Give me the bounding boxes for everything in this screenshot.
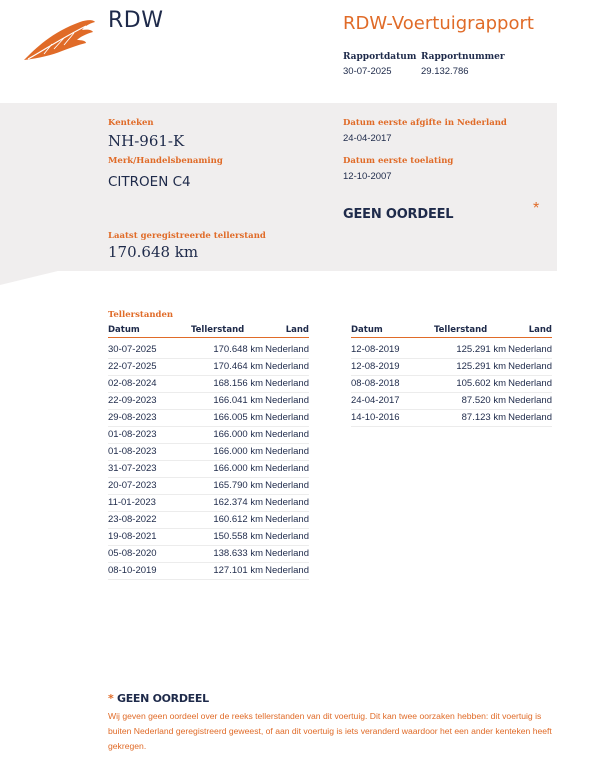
rdw-feather-logo-icon <box>22 18 96 62</box>
reading-date: 29-08-2023 <box>108 409 191 426</box>
verdict: GEEN OORDEEL <box>343 207 454 222</box>
reading-date: 23-08-2022 <box>108 511 191 528</box>
reading-value: 160.612 km <box>191 511 263 528</box>
table-row <box>351 392 552 409</box>
col-header-date: Datum <box>108 323 191 337</box>
reading-date: 02-08-2024 <box>108 375 191 392</box>
reading-date: 08-10-2019 <box>108 562 191 579</box>
reading-value: 168.156 km <box>191 375 263 392</box>
table-header-row <box>108 323 309 337</box>
reading-country: Nederland <box>506 358 552 375</box>
reading-country: Nederland <box>263 443 309 460</box>
reading-country: Nederland <box>263 392 309 409</box>
col-header-reading: Tellerstand <box>434 323 506 337</box>
plate-value: NH-961-K <box>108 132 185 150</box>
col-header-country: Land <box>263 323 309 337</box>
panel-tail-decoration <box>0 270 62 285</box>
reading-country: Nederland <box>263 477 309 494</box>
table-row <box>108 460 309 477</box>
footnote-title-text: GEEN OORDEEL <box>116 692 209 705</box>
plate-label: Kenteken <box>108 118 154 128</box>
reading-value: 165.790 km <box>191 477 263 494</box>
readings-table-right <box>351 323 552 427</box>
reading-value: 166.000 km <box>191 426 263 443</box>
table-row <box>108 375 309 392</box>
table-row <box>108 494 309 511</box>
reading-country: Nederland <box>506 392 552 409</box>
reading-country: Nederland <box>263 426 309 443</box>
reading-country: Nederland <box>506 337 552 358</box>
reading-country: Nederland <box>263 494 309 511</box>
reading-value: 138.633 km <box>191 545 263 562</box>
report-date-label: Rapportdatum <box>343 52 417 62</box>
table-row <box>108 337 309 358</box>
reading-value: 87.520 km <box>434 392 506 409</box>
reading-value: 166.005 km <box>191 409 263 426</box>
table-row <box>108 409 309 426</box>
reading-date: 01-08-2023 <box>108 443 191 460</box>
reading-value: 162.374 km <box>191 494 263 511</box>
table-row <box>108 392 309 409</box>
table-row <box>351 337 552 358</box>
reading-date: 14-10-2016 <box>351 409 434 426</box>
reading-value: 87.123 km <box>434 409 506 426</box>
footnote-asterisk: * <box>108 692 114 705</box>
reading-date: 19-08-2021 <box>108 528 191 545</box>
reading-date: 20-07-2023 <box>108 477 191 494</box>
verdict-asterisk: * <box>533 200 540 217</box>
make-label: Merk/Handelsbenaming <box>108 156 223 166</box>
table-row <box>351 358 552 375</box>
table-row <box>108 511 309 528</box>
col-header-date: Datum <box>351 323 434 337</box>
reading-date: 11-01-2023 <box>108 494 191 511</box>
table-header-row <box>351 323 552 337</box>
reading-date: 22-09-2023 <box>108 392 191 409</box>
reading-country: Nederland <box>506 409 552 426</box>
reading-country: Nederland <box>263 545 309 562</box>
make-value: CITROEN C4 <box>108 174 191 190</box>
reading-country: Nederland <box>506 375 552 392</box>
reading-value: 166.000 km <box>191 460 263 477</box>
reading-date: 30-07-2025 <box>108 337 191 358</box>
col-header-country: Land <box>506 323 552 337</box>
readings-title: Tellerstanden <box>108 310 174 320</box>
reading-date: 12-08-2019 <box>351 337 434 358</box>
table-row <box>108 528 309 545</box>
reading-value: 166.041 km <box>191 392 263 409</box>
table-row <box>108 562 309 579</box>
first-issue-nl-label: Datum eerste afgifte in Nederland <box>343 118 507 128</box>
reading-value: 127.101 km <box>191 562 263 579</box>
reading-date: 12-08-2019 <box>351 358 434 375</box>
table-row <box>108 426 309 443</box>
reading-country: Nederland <box>263 460 309 477</box>
reading-date: 05-08-2020 <box>108 545 191 562</box>
reading-value: 150.558 km <box>191 528 263 545</box>
odometer-label: Laatst geregistreerde tellerstand <box>108 231 266 241</box>
reading-value: 170.464 km <box>191 358 263 375</box>
reading-date: 31-07-2023 <box>108 460 191 477</box>
table-row <box>108 443 309 460</box>
reading-country: Nederland <box>263 337 309 358</box>
reading-country: Nederland <box>263 562 309 579</box>
col-header-reading: Tellerstand <box>191 323 263 337</box>
odometer-value: 170.648 km <box>108 243 199 261</box>
brand-name: RDW <box>108 8 164 33</box>
footnote-text: Wij geven geen oordeel over de reeks tellerstanden van dit voertuig. Dit kan twee oorzaken hebben: dit voertuig is buiten Nederland geregistreerd geweest, of aan dit voertuig is iets veranderd waardoor het een ander kenteken heeft gekregen. <box>108 711 552 751</box>
report-title: RDW-Voertuigrapport <box>343 13 534 34</box>
first-admission-label: Datum eerste toelating <box>343 156 454 166</box>
table-row <box>108 545 309 562</box>
report-date: 30-07-2025 <box>343 66 392 77</box>
reading-country: Nederland <box>263 358 309 375</box>
reading-date: 24-04-2017 <box>351 392 434 409</box>
table-row <box>351 375 552 392</box>
report-number-label: Rapportnummer <box>421 52 505 62</box>
reading-date: 08-08-2018 <box>351 375 434 392</box>
reading-country: Nederland <box>263 409 309 426</box>
reading-value: 170.648 km <box>191 337 263 358</box>
reading-country: Nederland <box>263 375 309 392</box>
first-admission-value: 12-10-2007 <box>343 171 392 182</box>
first-issue-nl-value: 24-04-2017 <box>343 133 392 144</box>
table-row <box>108 477 309 494</box>
reading-value: 105.602 km <box>434 375 506 392</box>
readings-table-left <box>108 323 309 580</box>
table-row <box>108 358 309 375</box>
vehicle-summary-panel <box>0 103 557 271</box>
report-number: 29.132.786 <box>421 66 469 77</box>
table-row <box>351 409 552 426</box>
reading-country: Nederland <box>263 528 309 545</box>
reading-value: 125.291 km <box>434 337 506 358</box>
reading-date: 22-07-2025 <box>108 358 191 375</box>
footnote-title <box>108 692 209 705</box>
reading-value: 125.291 km <box>434 358 506 375</box>
reading-country: Nederland <box>263 511 309 528</box>
reading-date: 01-08-2023 <box>108 426 191 443</box>
reading-value: 166.000 km <box>191 443 263 460</box>
